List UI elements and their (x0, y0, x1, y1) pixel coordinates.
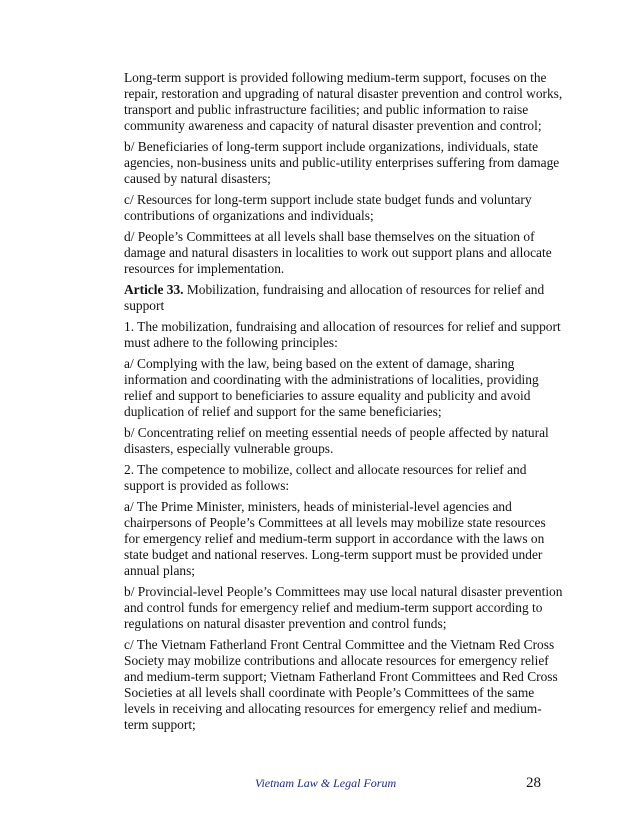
paragraph-peoples-committees: d/ People’s Committees at all levels shall base themselves on the situation of damage and natural disasters in localities to work out support plans and allocate resources for implementation. (124, 229, 552, 276)
paragraph-competence: 2. The competence to mobilize, collect and allocate resources for relief and support is provided as follows: (124, 462, 527, 493)
paragraph-complying: a/ Complying with the law, being based on the extent of damage, sharing information and coordinating with the administrations of localities, providing relief and support to beneficiaries to assure equality and publicity and avoid duplication of relief and support for the same beneficiaries; (124, 356, 539, 419)
page-number: 28 (526, 775, 541, 791)
paragraph-prime-minister: a/ The Prime Minister, ministers, heads of ministerial-level agencies and chairpersons of People’s Committees at all levels may mobilize state resources for emergency relief and medium-term support in accordance with the laws on state budget and national reserves. Long-term support must be provided under annual plans; (124, 499, 546, 578)
paragraph-long-term-support: Long-term support is provided following medium-term support, focuses on the repair, restoration and upgrading of natural disaster prevention and control works, transport and public infrastructure facilities; and public information to raise community awareness and capacity of natural disaster prevention and control; (124, 70, 563, 133)
page-footer (0, 776, 638, 796)
paragraph-concentrating: b/ Concentrating relief on meeting essential needs of people affected by natural disasters, especially vulnerable groups. (124, 425, 549, 456)
article-33-heading (124, 282, 564, 314)
paragraph-principles: 1. The mobilization, fundraising and allocation of resources for relief and support must adhere to the following principles: (124, 319, 561, 350)
paragraph-resources: c/ Resources for long-term support include state budget funds and voluntary contributions of organizations and individuals; (124, 192, 532, 223)
paragraph-fatherland-front: c/ The Vietnam Fatherland Front Central Committee and the Vietnam Red Cross Society may mobilize contributions and allocate resources for emergency relief and medium-term support; Vietnam Fatherland Front Committees and Red Cross Societies at all levels shall coordinate with People’s Committees of the same levels in receiving and allocating resources for emergency relief and medium-term support; (124, 637, 558, 732)
document-body (124, 70, 564, 738)
paragraph-beneficiaries: b/ Beneficiaries of long-term support include organizations, individuals, state agencies, non-business units and public-utility enterprises suffering from damage caused by natural disasters; (124, 139, 560, 186)
article-title: Mobilization, fundraising and allocation of resources for relief and support (124, 282, 545, 313)
footer-title: Vietnam Law & Legal Forum (255, 776, 397, 790)
article-number: Article 33. (124, 282, 184, 297)
paragraph-provincial: b/ Provincial-level People’s Committees may use local natural disaster prevention and control funds for emergency relief and medium-term support according to regulations on natural disaster prevention and control funds; (124, 584, 563, 631)
